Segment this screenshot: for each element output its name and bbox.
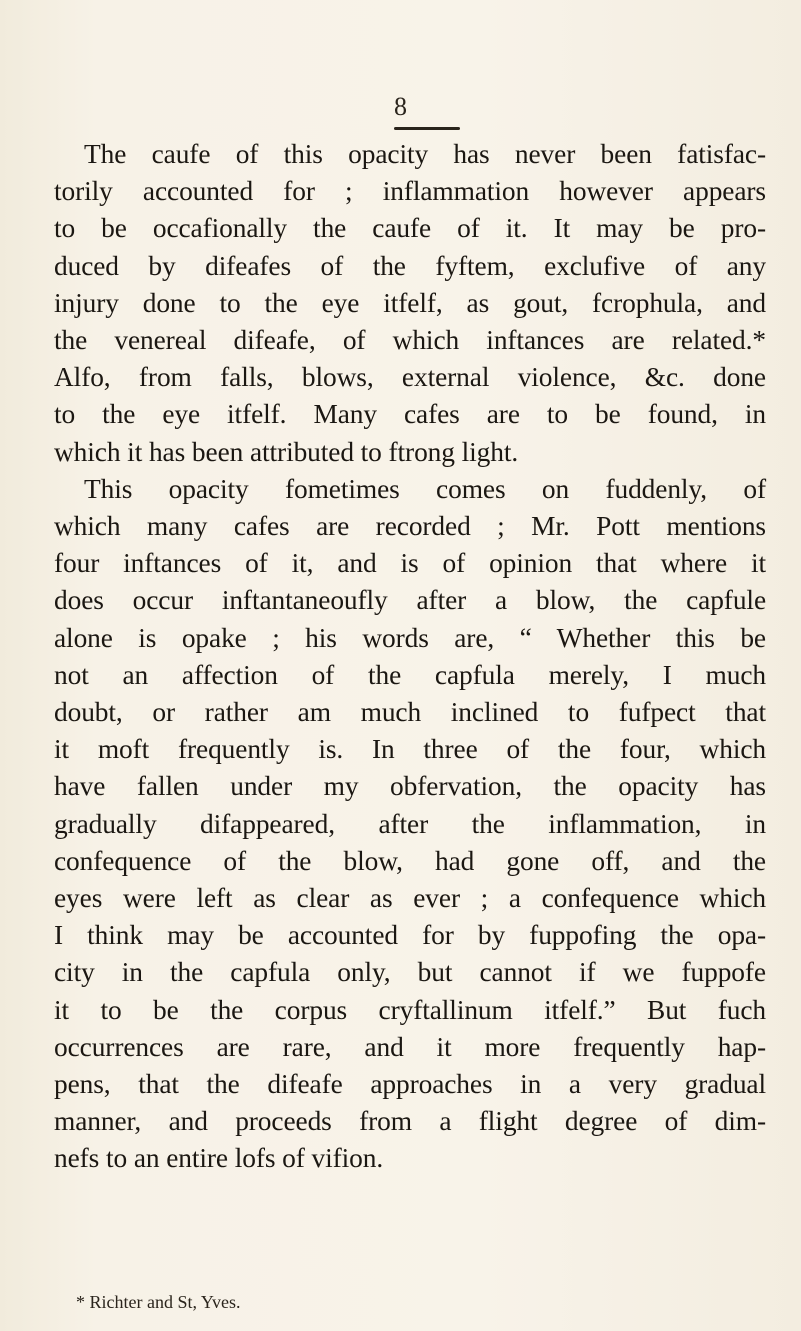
- text-line: city in the capfula only, but cannot if we fuppofe: [54, 957, 766, 988]
- text-line: nefs to an entire lofs of vifion.: [54, 1143, 384, 1174]
- text-line: doubt, or rather am much inclined to fufpect that: [54, 697, 766, 728]
- text-line: to the eye itfelf. Many cafes are to be found, in: [54, 399, 766, 430]
- text-line: The caufe of this opacity has never been fatisfac-: [84, 139, 766, 169]
- text-line: not an affection of the capfula merely, I much: [54, 659, 766, 690]
- text-line: occurrences are rare, and it more frequently hap-: [54, 1031, 766, 1062]
- text-line: confequence of the blow, had gone off, and the: [54, 845, 766, 876]
- text-line: which many cafes are recorded ; Mr. Pott mentions: [54, 511, 766, 542]
- body-text: [54, 136, 766, 1178]
- text-line: does occur inftantaneoufly after a blow, the capfule: [54, 585, 766, 616]
- text-line: I think may be accounted for by fuppofing the opa-: [54, 920, 766, 951]
- text-line: duced by difeafes of the fyftem, exclufive of any: [54, 250, 766, 281]
- text-line: eyes were left as clear as ever ; a confequence which: [54, 883, 766, 914]
- text-line: it to be the corpus cryftallinum itfelf.” But fuch: [54, 994, 766, 1025]
- page-number: 8: [394, 92, 407, 121]
- text-line: pens, that the difeafe approaches in a very gradual: [54, 1069, 766, 1100]
- text-line: Alfo, from falls, blows, external violence, &c. done: [54, 362, 766, 393]
- text-line: torily accounted for ; inflammation however appears: [54, 176, 766, 207]
- text-line: four inftances of it, and is of opinion that where it: [54, 548, 766, 579]
- text-line: to be occafionally the caufe of it. It may be pro-: [54, 213, 766, 244]
- text-line: which it has been attributed to ftrong light.: [54, 436, 519, 467]
- text-line: manner, and proceeds from a flight degree of dim-: [54, 1106, 766, 1137]
- header-rule: [394, 127, 460, 130]
- text-line: This opacity fometimes comes on fuddenly, of: [84, 473, 766, 504]
- text-line: the venereal difeafe, of which inftances are related.*: [54, 325, 766, 356]
- text-line: gradually difappeared, after the inflammation, in: [54, 808, 766, 839]
- footnote: * Richter and St, Yves.: [76, 1292, 241, 1312]
- text-line: it moft frequently is. In three of the four, which: [54, 734, 766, 765]
- text-line: have fallen under my obfervation, the opacity has: [54, 771, 766, 802]
- text-line: alone is opake ; his words are, “ Whether this be: [54, 622, 766, 653]
- text-line: injury done to the eye itfelf, as gout, fcrophula, and: [54, 287, 766, 318]
